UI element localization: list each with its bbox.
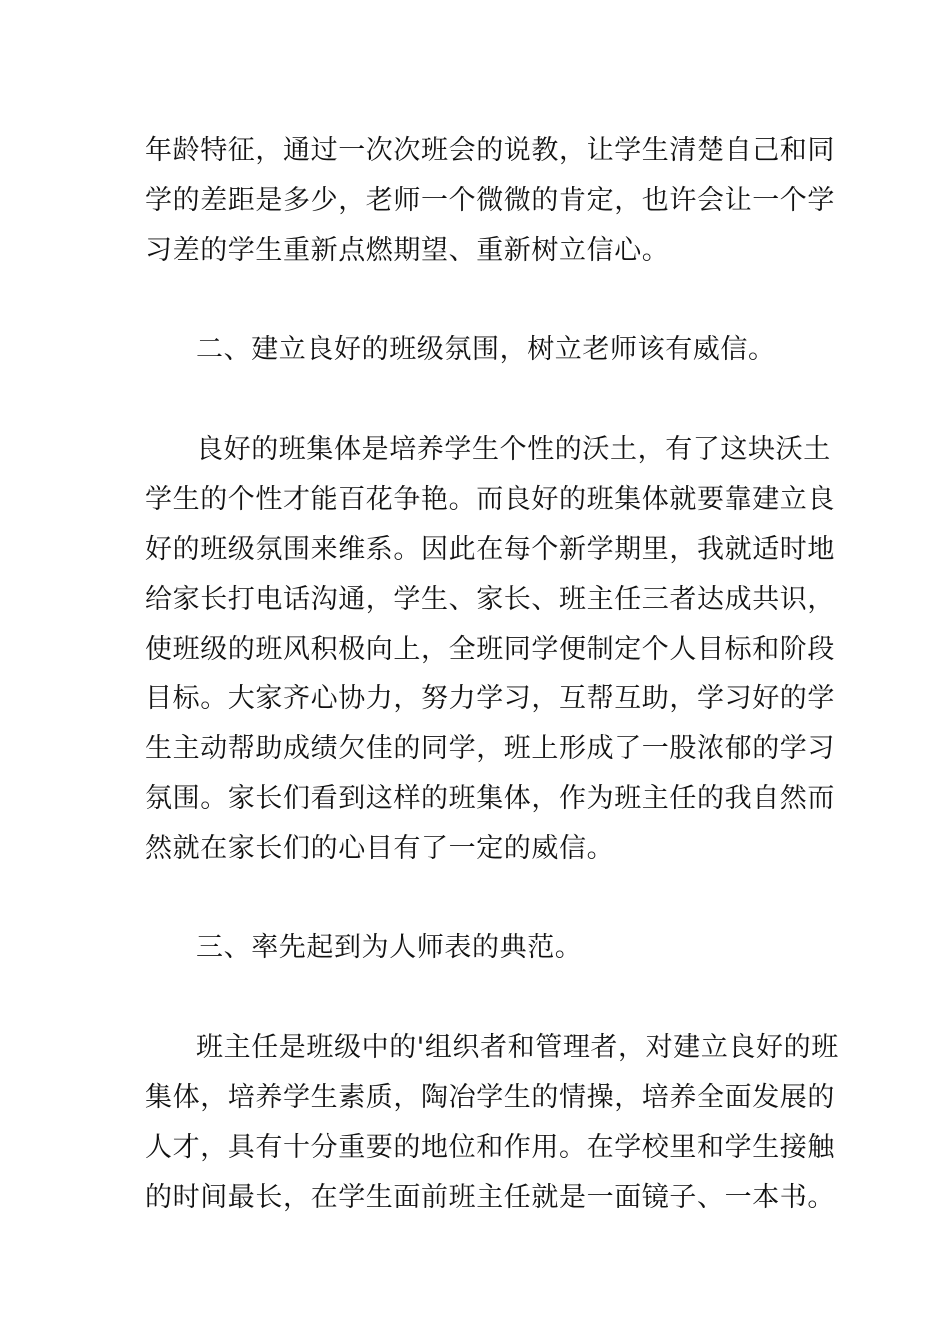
paragraph-2-line-1: 良好的班集体是培养学生个性的沃土，有了这块沃土 — [196, 434, 831, 465]
paragraph-2-line-7: 生主动帮助成绩欠佳的同学，班上形成了一股浓郁的学习 — [145, 733, 835, 764]
paragraph-1-line-1: 年龄特征，通过一次次班会的说教，让学生清楚自己和同 — [145, 135, 835, 166]
paragraph-2-line-8: 氛围。家长们看到这样的班集体，作为班主任的我自然而 — [145, 783, 835, 814]
paragraph-3-line-3: 人才，具有十分重要的地位和作用。在学校里和学生接触 — [145, 1132, 835, 1163]
section-heading-2: 二、建立良好的班级氛围，树立老师该有威信。 — [196, 334, 776, 365]
paragraph-2-line-2: 学生的个性才能百花争艳。而良好的班集体就要靠建立良 — [145, 484, 835, 515]
paragraph-2-line-3: 好的班级氛围来维系。因此在每个新学期里，我就适时地 — [145, 534, 835, 565]
paragraph-2-line-4: 给家长打电话沟通，学生、家长、班主任三者达成共识， — [145, 584, 835, 615]
paragraph-3-line-1: 班主任是班级中的'组织者和管理者，对建立良好的班 — [196, 1032, 839, 1063]
paragraph-1-line-2: 学的差距是多少，老师一个微微的肯定，也许会让一个学 — [145, 185, 835, 216]
section-heading-3: 三、率先起到为人师表的典范。 — [196, 932, 583, 963]
paragraph-1-line-3: 习差的学生重新点燃期望、重新树立信心。 — [145, 235, 670, 266]
paragraph-2-line-9: 然就在家长们的心目有了一定的威信。 — [145, 833, 615, 864]
paragraph-2-line-6: 目标。大家齐心协力，努力学习，互帮互助，学习好的学 — [145, 683, 835, 714]
paragraph-3-line-4: 的时间最长，在学生面前班主任就是一面镜子、一本书。 — [145, 1182, 835, 1213]
paragraph-3-line-2: 集体，培养学生素质，陶冶学生的情操，培养全面发展的 — [145, 1082, 835, 1113]
paragraph-2-line-5: 使班级的班风积极向上，全班同学便制定个人目标和阶段 — [145, 634, 835, 665]
